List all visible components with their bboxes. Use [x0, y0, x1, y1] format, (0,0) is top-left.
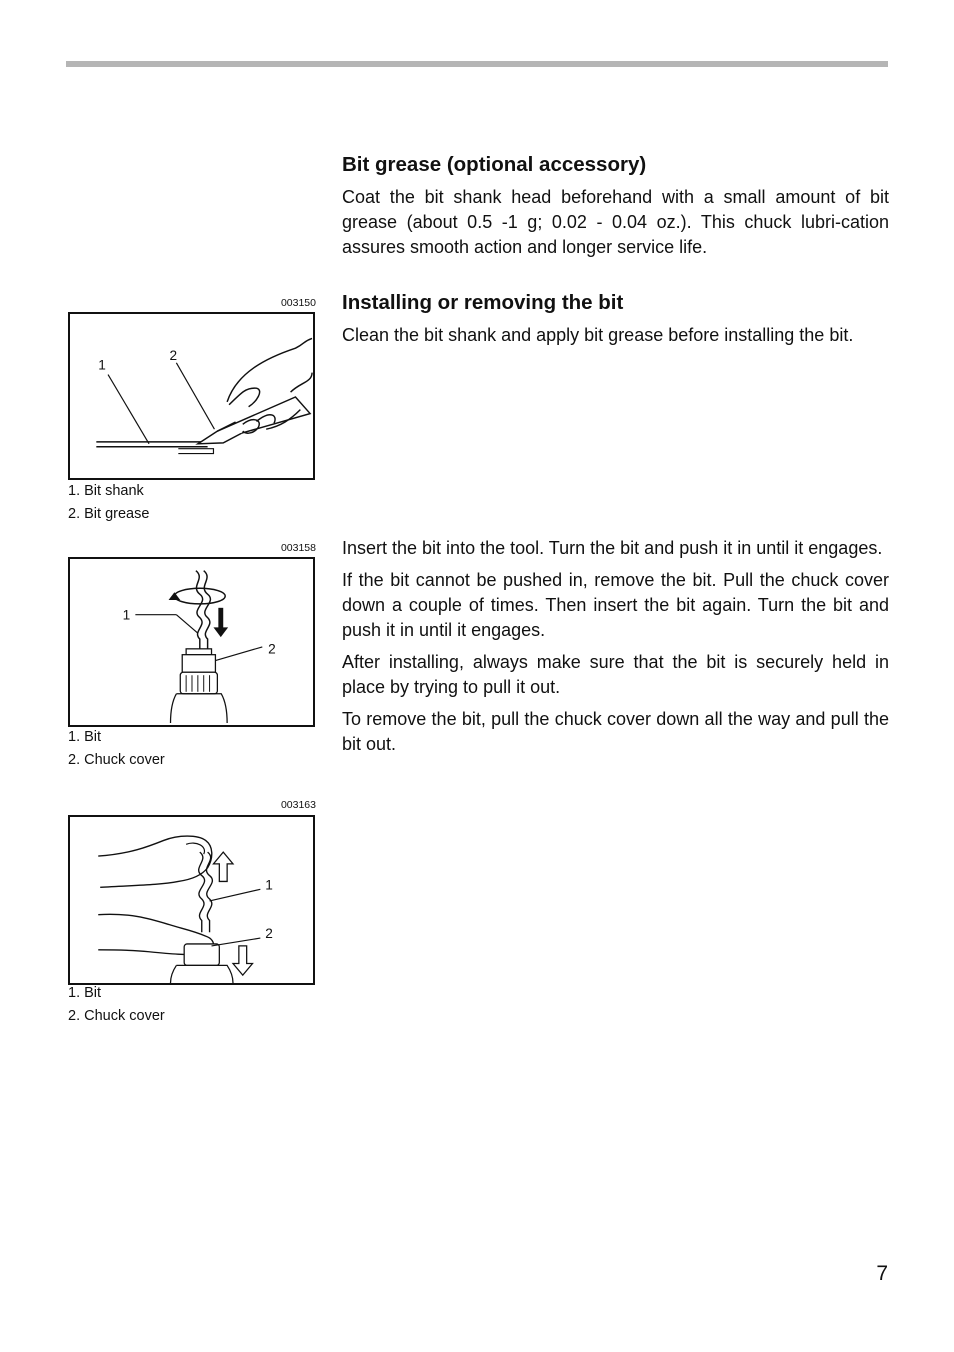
- callout-label: 1: [98, 357, 106, 373]
- header-rule: [66, 61, 888, 67]
- callout-label: 1: [265, 877, 273, 893]
- legend-item: 1. Bit: [68, 729, 102, 745]
- legend-item: 2. Chuck cover: [68, 1008, 165, 1024]
- install-section: [342, 290, 889, 348]
- step-paragraph: After installing, always make sure that the bit is securely held in place by trying to pull it out.: [342, 652, 889, 697]
- bit-grease-section: [342, 152, 889, 260]
- figure-remove-bit: [68, 815, 315, 985]
- install-heading: Installing or removing the bit: [342, 291, 624, 314]
- insert-bit-illustration: [70, 559, 313, 725]
- figure-legend: [68, 982, 165, 1028]
- callout-label: 1: [122, 607, 131, 623]
- figure-insert-bit: [68, 557, 315, 727]
- figure-legend: [68, 726, 165, 772]
- install-steps: [342, 536, 889, 757]
- bit-grease-heading: Bit grease (optional accessory): [342, 153, 647, 176]
- legend-item: 1. Bit: [68, 985, 102, 1001]
- legend-item: 1. Bit shank: [68, 483, 144, 499]
- remove-bit-illustration: [70, 817, 313, 983]
- legend-item: 2. Chuck cover: [68, 752, 165, 768]
- figure-code: 003158: [280, 542, 316, 554]
- legend-item: 2. Bit grease: [68, 506, 150, 522]
- install-paragraph: Clean the bit shank and apply bit grease before installing the bit.: [342, 325, 854, 345]
- callout-label: 2: [265, 926, 273, 942]
- page-number: 7: [876, 1262, 888, 1285]
- step-paragraph: If the bit cannot be pushed in, remove the bit. Pull the chuck cover down a couple of times. Then insert the bit again. Turn the bit and push it in until it engages.: [342, 570, 889, 640]
- bit-grease-paragraph: Coat the bit shank head beforehand with a small amount of bit grease (about 0.5 -1 g; 0.02 - 0.04 oz.). This chuck lubri-cation assures smooth action and longer service life.: [342, 187, 889, 257]
- step-paragraph: To remove the bit, pull the chuck cover down all the way and pull the bit out.: [342, 709, 889, 754]
- callout-label: 2: [169, 347, 178, 363]
- figure-legend: [68, 480, 149, 526]
- bit-grease-illustration: [70, 314, 313, 478]
- figure-code: 003163: [280, 799, 316, 811]
- step-paragraph: Insert the bit into the tool. Turn the bit and push it in until it engages.: [342, 538, 883, 558]
- callout-label: 2: [268, 641, 276, 657]
- figure-bit-grease: [68, 312, 315, 480]
- figure-code: 003150: [280, 297, 316, 309]
